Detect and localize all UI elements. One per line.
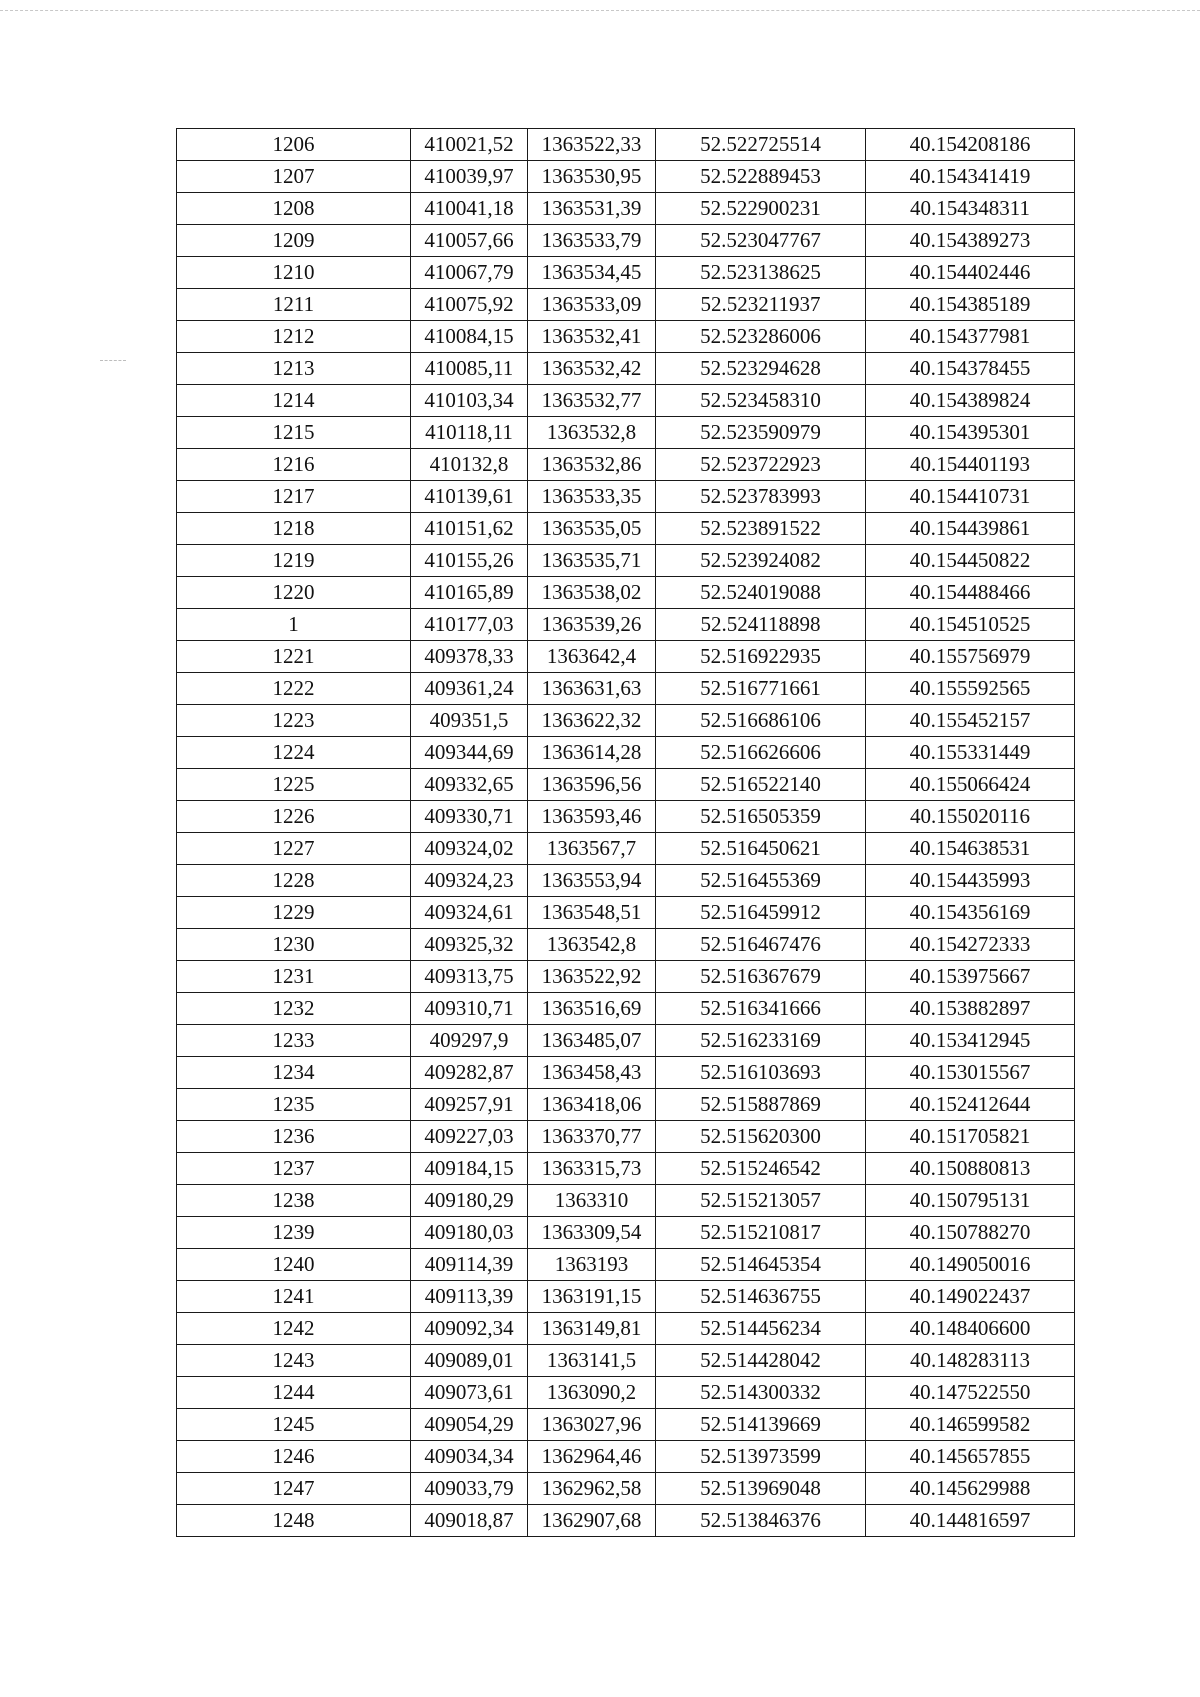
longitude-cell: 40.153975667: [866, 961, 1075, 993]
latitude-cell: 52.523590979: [656, 417, 866, 449]
longitude-cell: 40.154272333: [866, 929, 1075, 961]
latitude-cell: 52.515887869: [656, 1089, 866, 1121]
y-coordinate-cell: 1363191,15: [528, 1281, 656, 1313]
table-row: [177, 1377, 1075, 1409]
x-coordinate-cell: 409089,01: [411, 1345, 528, 1377]
point-number-cell: 1208: [177, 193, 411, 225]
longitude-cell: 40.154389824: [866, 385, 1075, 417]
table-row: [177, 993, 1075, 1025]
latitude-cell: 52.524118898: [656, 609, 866, 641]
point-number-cell: 1230: [177, 929, 411, 961]
scan-edge-line: [0, 10, 1200, 11]
longitude-cell: 40.154401193: [866, 449, 1075, 481]
table-row: [177, 1089, 1075, 1121]
table-row: [177, 1249, 1075, 1281]
point-number-cell: 1234: [177, 1057, 411, 1089]
latitude-cell: 52.513969048: [656, 1473, 866, 1505]
x-coordinate-cell: 409282,87: [411, 1057, 528, 1089]
longitude-cell: 40.150795131: [866, 1185, 1075, 1217]
table-row: [177, 161, 1075, 193]
table-row: [177, 1441, 1075, 1473]
longitude-cell: 40.149022437: [866, 1281, 1075, 1313]
x-coordinate-cell: 410057,66: [411, 225, 528, 257]
point-number-cell: 1233: [177, 1025, 411, 1057]
longitude-cell: 40.154510525: [866, 609, 1075, 641]
longitude-cell: 40.148283113: [866, 1345, 1075, 1377]
x-coordinate-cell: 409324,61: [411, 897, 528, 929]
y-coordinate-cell: 1363530,95: [528, 161, 656, 193]
table-row: [177, 1121, 1075, 1153]
table-row: [177, 225, 1075, 257]
x-coordinate-cell: 409257,91: [411, 1089, 528, 1121]
y-coordinate-cell: 1363531,39: [528, 193, 656, 225]
latitude-cell: 52.516450621: [656, 833, 866, 865]
y-coordinate-cell: 1363614,28: [528, 737, 656, 769]
latitude-cell: 52.523722923: [656, 449, 866, 481]
x-coordinate-cell: 410151,62: [411, 513, 528, 545]
latitude-cell: 52.515213057: [656, 1185, 866, 1217]
latitude-cell: 52.522889453: [656, 161, 866, 193]
longitude-cell: 40.155592565: [866, 673, 1075, 705]
x-coordinate-cell: 409227,03: [411, 1121, 528, 1153]
y-coordinate-cell: 1363193: [528, 1249, 656, 1281]
table-row: [177, 1025, 1075, 1057]
point-number-cell: 1244: [177, 1377, 411, 1409]
table-row: [177, 417, 1075, 449]
latitude-cell: 52.513973599: [656, 1441, 866, 1473]
latitude-cell: 52.516505359: [656, 801, 866, 833]
y-coordinate-cell: 1363532,8: [528, 417, 656, 449]
latitude-cell: 52.514645354: [656, 1249, 866, 1281]
y-coordinate-cell: 1363532,86: [528, 449, 656, 481]
y-coordinate-cell: 1363535,71: [528, 545, 656, 577]
point-number-cell: 1223: [177, 705, 411, 737]
x-coordinate-cell: 409313,75: [411, 961, 528, 993]
x-coordinate-cell: 409378,33: [411, 641, 528, 673]
y-coordinate-cell: 1363622,32: [528, 705, 656, 737]
table-row: [177, 673, 1075, 705]
point-number-cell: 1222: [177, 673, 411, 705]
point-number-cell: 1224: [177, 737, 411, 769]
latitude-cell: 52.514456234: [656, 1313, 866, 1345]
x-coordinate-cell: 410075,92: [411, 289, 528, 321]
latitude-cell: 52.514139669: [656, 1409, 866, 1441]
point-number-cell: 1228: [177, 865, 411, 897]
point-number-cell: 1207: [177, 161, 411, 193]
coordinates-table: [176, 128, 1075, 1537]
latitude-cell: 52.514636755: [656, 1281, 866, 1313]
longitude-cell: 40.155331449: [866, 737, 1075, 769]
y-coordinate-cell: 1363532,77: [528, 385, 656, 417]
x-coordinate-cell: 410067,79: [411, 257, 528, 289]
longitude-cell: 40.154356169: [866, 897, 1075, 929]
latitude-cell: 52.514300332: [656, 1377, 866, 1409]
x-coordinate-cell: 409310,71: [411, 993, 528, 1025]
latitude-cell: 52.516522140: [656, 769, 866, 801]
table-row: [177, 1217, 1075, 1249]
x-coordinate-cell: 409073,61: [411, 1377, 528, 1409]
longitude-cell: 40.154395301: [866, 417, 1075, 449]
latitude-cell: 52.516233169: [656, 1025, 866, 1057]
point-number-cell: 1241: [177, 1281, 411, 1313]
latitude-cell: 52.516467476: [656, 929, 866, 961]
point-number-cell: 1220: [177, 577, 411, 609]
table-row: [177, 353, 1075, 385]
latitude-cell: 52.523783993: [656, 481, 866, 513]
y-coordinate-cell: 1363516,69: [528, 993, 656, 1025]
point-number-cell: 1: [177, 609, 411, 641]
table-row: [177, 129, 1075, 161]
longitude-cell: 40.154341419: [866, 161, 1075, 193]
x-coordinate-cell: 409325,32: [411, 929, 528, 961]
latitude-cell: 52.523047767: [656, 225, 866, 257]
latitude-cell: 52.516922935: [656, 641, 866, 673]
x-coordinate-cell: 409034,34: [411, 1441, 528, 1473]
x-coordinate-cell: 409180,29: [411, 1185, 528, 1217]
latitude-cell: 52.522900231: [656, 193, 866, 225]
point-number-cell: 1209: [177, 225, 411, 257]
point-number-cell: 1225: [177, 769, 411, 801]
x-coordinate-cell: 410132,8: [411, 449, 528, 481]
table-row: [177, 1409, 1075, 1441]
y-coordinate-cell: 1363548,51: [528, 897, 656, 929]
longitude-cell: 40.145657855: [866, 1441, 1075, 1473]
y-coordinate-cell: 1363310: [528, 1185, 656, 1217]
latitude-cell: 52.523286006: [656, 321, 866, 353]
latitude-cell: 52.516341666: [656, 993, 866, 1025]
longitude-cell: 40.154348311: [866, 193, 1075, 225]
y-coordinate-cell: 1363532,42: [528, 353, 656, 385]
table-row: [177, 801, 1075, 833]
x-coordinate-cell: 409361,24: [411, 673, 528, 705]
y-coordinate-cell: 1362907,68: [528, 1505, 656, 1537]
longitude-cell: 40.155452157: [866, 705, 1075, 737]
point-number-cell: 1218: [177, 513, 411, 545]
table-row: [177, 289, 1075, 321]
table-row: [177, 737, 1075, 769]
coordinates-table-body: [177, 129, 1075, 1537]
x-coordinate-cell: 410039,97: [411, 161, 528, 193]
longitude-cell: 40.152412644: [866, 1089, 1075, 1121]
longitude-cell: 40.154410731: [866, 481, 1075, 513]
longitude-cell: 40.144816597: [866, 1505, 1075, 1537]
latitude-cell: 52.515620300: [656, 1121, 866, 1153]
x-coordinate-cell: 410139,61: [411, 481, 528, 513]
table-row: [177, 1505, 1075, 1537]
latitude-cell: 52.516367679: [656, 961, 866, 993]
point-number-cell: 1240: [177, 1249, 411, 1281]
x-coordinate-cell: 409184,15: [411, 1153, 528, 1185]
point-number-cell: 1215: [177, 417, 411, 449]
point-number-cell: 1242: [177, 1313, 411, 1345]
longitude-cell: 40.149050016: [866, 1249, 1075, 1281]
latitude-cell: 52.514428042: [656, 1345, 866, 1377]
longitude-cell: 40.155756979: [866, 641, 1075, 673]
latitude-cell: 52.516459912: [656, 897, 866, 929]
x-coordinate-cell: 410165,89: [411, 577, 528, 609]
y-coordinate-cell: 1363533,79: [528, 225, 656, 257]
point-number-cell: 1248: [177, 1505, 411, 1537]
point-number-cell: 1239: [177, 1217, 411, 1249]
point-number-cell: 1232: [177, 993, 411, 1025]
x-coordinate-cell: 409054,29: [411, 1409, 528, 1441]
point-number-cell: 1213: [177, 353, 411, 385]
y-coordinate-cell: 1363538,02: [528, 577, 656, 609]
point-number-cell: 1246: [177, 1441, 411, 1473]
point-number-cell: 1216: [177, 449, 411, 481]
x-coordinate-cell: 409113,39: [411, 1281, 528, 1313]
latitude-cell: 52.523924082: [656, 545, 866, 577]
point-number-cell: 1238: [177, 1185, 411, 1217]
table-row: [177, 961, 1075, 993]
longitude-cell: 40.145629988: [866, 1473, 1075, 1505]
point-number-cell: 1210: [177, 257, 411, 289]
x-coordinate-cell: 410085,11: [411, 353, 528, 385]
table-row: [177, 641, 1075, 673]
x-coordinate-cell: 410103,34: [411, 385, 528, 417]
longitude-cell: 40.154378455: [866, 353, 1075, 385]
y-coordinate-cell: 1363593,46: [528, 801, 656, 833]
longitude-cell: 40.154435993: [866, 865, 1075, 897]
longitude-cell: 40.155066424: [866, 769, 1075, 801]
longitude-cell: 40.154402446: [866, 257, 1075, 289]
point-number-cell: 1229: [177, 897, 411, 929]
latitude-cell: 52.524019088: [656, 577, 866, 609]
x-coordinate-cell: 409324,23: [411, 865, 528, 897]
latitude-cell: 52.516103693: [656, 1057, 866, 1089]
longitude-cell: 40.146599582: [866, 1409, 1075, 1441]
longitude-cell: 40.155020116: [866, 801, 1075, 833]
table-row: [177, 513, 1075, 545]
x-coordinate-cell: 409114,39: [411, 1249, 528, 1281]
point-number-cell: 1237: [177, 1153, 411, 1185]
latitude-cell: 52.522725514: [656, 129, 866, 161]
x-coordinate-cell: 409297,9: [411, 1025, 528, 1057]
longitude-cell: 40.154208186: [866, 129, 1075, 161]
y-coordinate-cell: 1363567,7: [528, 833, 656, 865]
longitude-cell: 40.154377981: [866, 321, 1075, 353]
x-coordinate-cell: 410041,18: [411, 193, 528, 225]
y-coordinate-cell: 1363090,2: [528, 1377, 656, 1409]
longitude-cell: 40.153412945: [866, 1025, 1075, 1057]
longitude-cell: 40.154389273: [866, 225, 1075, 257]
longitude-cell: 40.150788270: [866, 1217, 1075, 1249]
point-number-cell: 1243: [177, 1345, 411, 1377]
table-row: [177, 897, 1075, 929]
longitude-cell: 40.154439861: [866, 513, 1075, 545]
y-coordinate-cell: 1363418,06: [528, 1089, 656, 1121]
y-coordinate-cell: 1363534,45: [528, 257, 656, 289]
y-coordinate-cell: 1363542,8: [528, 929, 656, 961]
x-coordinate-cell: 410177,03: [411, 609, 528, 641]
y-coordinate-cell: 1363149,81: [528, 1313, 656, 1345]
x-coordinate-cell: 409330,71: [411, 801, 528, 833]
table-row: [177, 1313, 1075, 1345]
table-row: [177, 705, 1075, 737]
table-row: [177, 193, 1075, 225]
point-number-cell: 1206: [177, 129, 411, 161]
table-row: [177, 609, 1075, 641]
table-row: [177, 449, 1075, 481]
table-row: [177, 833, 1075, 865]
table-row: [177, 577, 1075, 609]
x-coordinate-cell: 410155,26: [411, 545, 528, 577]
y-coordinate-cell: 1363315,73: [528, 1153, 656, 1185]
longitude-cell: 40.153882897: [866, 993, 1075, 1025]
x-coordinate-cell: 409351,5: [411, 705, 528, 737]
longitude-cell: 40.154450822: [866, 545, 1075, 577]
latitude-cell: 52.516771661: [656, 673, 866, 705]
y-coordinate-cell: 1363027,96: [528, 1409, 656, 1441]
table-row: [177, 865, 1075, 897]
latitude-cell: 52.523211937: [656, 289, 866, 321]
x-coordinate-cell: 409180,03: [411, 1217, 528, 1249]
point-number-cell: 1226: [177, 801, 411, 833]
y-coordinate-cell: 1363370,77: [528, 1121, 656, 1153]
y-coordinate-cell: 1363485,07: [528, 1025, 656, 1057]
point-number-cell: 1214: [177, 385, 411, 417]
longitude-cell: 40.150880813: [866, 1153, 1075, 1185]
point-number-cell: 1235: [177, 1089, 411, 1121]
x-coordinate-cell: 409344,69: [411, 737, 528, 769]
table-row: [177, 769, 1075, 801]
x-coordinate-cell: 409092,34: [411, 1313, 528, 1345]
table-row: [177, 1185, 1075, 1217]
point-number-cell: 1247: [177, 1473, 411, 1505]
y-coordinate-cell: 1363522,92: [528, 961, 656, 993]
x-coordinate-cell: 409332,65: [411, 769, 528, 801]
x-coordinate-cell: 410021,52: [411, 129, 528, 161]
x-coordinate-cell: 410118,11: [411, 417, 528, 449]
point-number-cell: 1211: [177, 289, 411, 321]
y-coordinate-cell: 1363596,56: [528, 769, 656, 801]
point-number-cell: 1219: [177, 545, 411, 577]
x-coordinate-cell: 409324,02: [411, 833, 528, 865]
point-number-cell: 1212: [177, 321, 411, 353]
y-coordinate-cell: 1363309,54: [528, 1217, 656, 1249]
point-number-cell: 1245: [177, 1409, 411, 1441]
y-coordinate-cell: 1362962,58: [528, 1473, 656, 1505]
table-row: [177, 545, 1075, 577]
table-row: [177, 1057, 1075, 1089]
latitude-cell: 52.516686106: [656, 705, 866, 737]
latitude-cell: 52.523458310: [656, 385, 866, 417]
y-coordinate-cell: 1363631,63: [528, 673, 656, 705]
y-coordinate-cell: 1363553,94: [528, 865, 656, 897]
y-coordinate-cell: 1363535,05: [528, 513, 656, 545]
latitude-cell: 52.516626606: [656, 737, 866, 769]
table-row: [177, 1153, 1075, 1185]
x-coordinate-cell: 409033,79: [411, 1473, 528, 1505]
table-row: [177, 257, 1075, 289]
point-number-cell: 1217: [177, 481, 411, 513]
table-row: [177, 385, 1075, 417]
point-number-cell: 1221: [177, 641, 411, 673]
scan-artifact-mark: [100, 360, 126, 361]
table-row: [177, 1345, 1075, 1377]
y-coordinate-cell: 1363642,4: [528, 641, 656, 673]
y-coordinate-cell: 1363522,33: [528, 129, 656, 161]
longitude-cell: 40.147522550: [866, 1377, 1075, 1409]
y-coordinate-cell: 1363141,5: [528, 1345, 656, 1377]
y-coordinate-cell: 1363532,41: [528, 321, 656, 353]
latitude-cell: 52.523138625: [656, 257, 866, 289]
point-number-cell: 1231: [177, 961, 411, 993]
longitude-cell: 40.154638531: [866, 833, 1075, 865]
x-coordinate-cell: 409018,87: [411, 1505, 528, 1537]
longitude-cell: 40.154385189: [866, 289, 1075, 321]
latitude-cell: 52.523891522: [656, 513, 866, 545]
latitude-cell: 52.515246542: [656, 1153, 866, 1185]
table-row: [177, 929, 1075, 961]
y-coordinate-cell: 1362964,46: [528, 1441, 656, 1473]
table-row: [177, 321, 1075, 353]
latitude-cell: 52.513846376: [656, 1505, 866, 1537]
latitude-cell: 52.516455369: [656, 865, 866, 897]
longitude-cell: 40.153015567: [866, 1057, 1075, 1089]
table-row: [177, 481, 1075, 513]
table-row: [177, 1281, 1075, 1313]
y-coordinate-cell: 1363533,35: [528, 481, 656, 513]
table-row: [177, 1473, 1075, 1505]
y-coordinate-cell: 1363533,09: [528, 289, 656, 321]
x-coordinate-cell: 410084,15: [411, 321, 528, 353]
longitude-cell: 40.151705821: [866, 1121, 1075, 1153]
y-coordinate-cell: 1363539,26: [528, 609, 656, 641]
latitude-cell: 52.523294628: [656, 353, 866, 385]
longitude-cell: 40.148406600: [866, 1313, 1075, 1345]
longitude-cell: 40.154488466: [866, 577, 1075, 609]
point-number-cell: 1236: [177, 1121, 411, 1153]
point-number-cell: 1227: [177, 833, 411, 865]
y-coordinate-cell: 1363458,43: [528, 1057, 656, 1089]
latitude-cell: 52.515210817: [656, 1217, 866, 1249]
